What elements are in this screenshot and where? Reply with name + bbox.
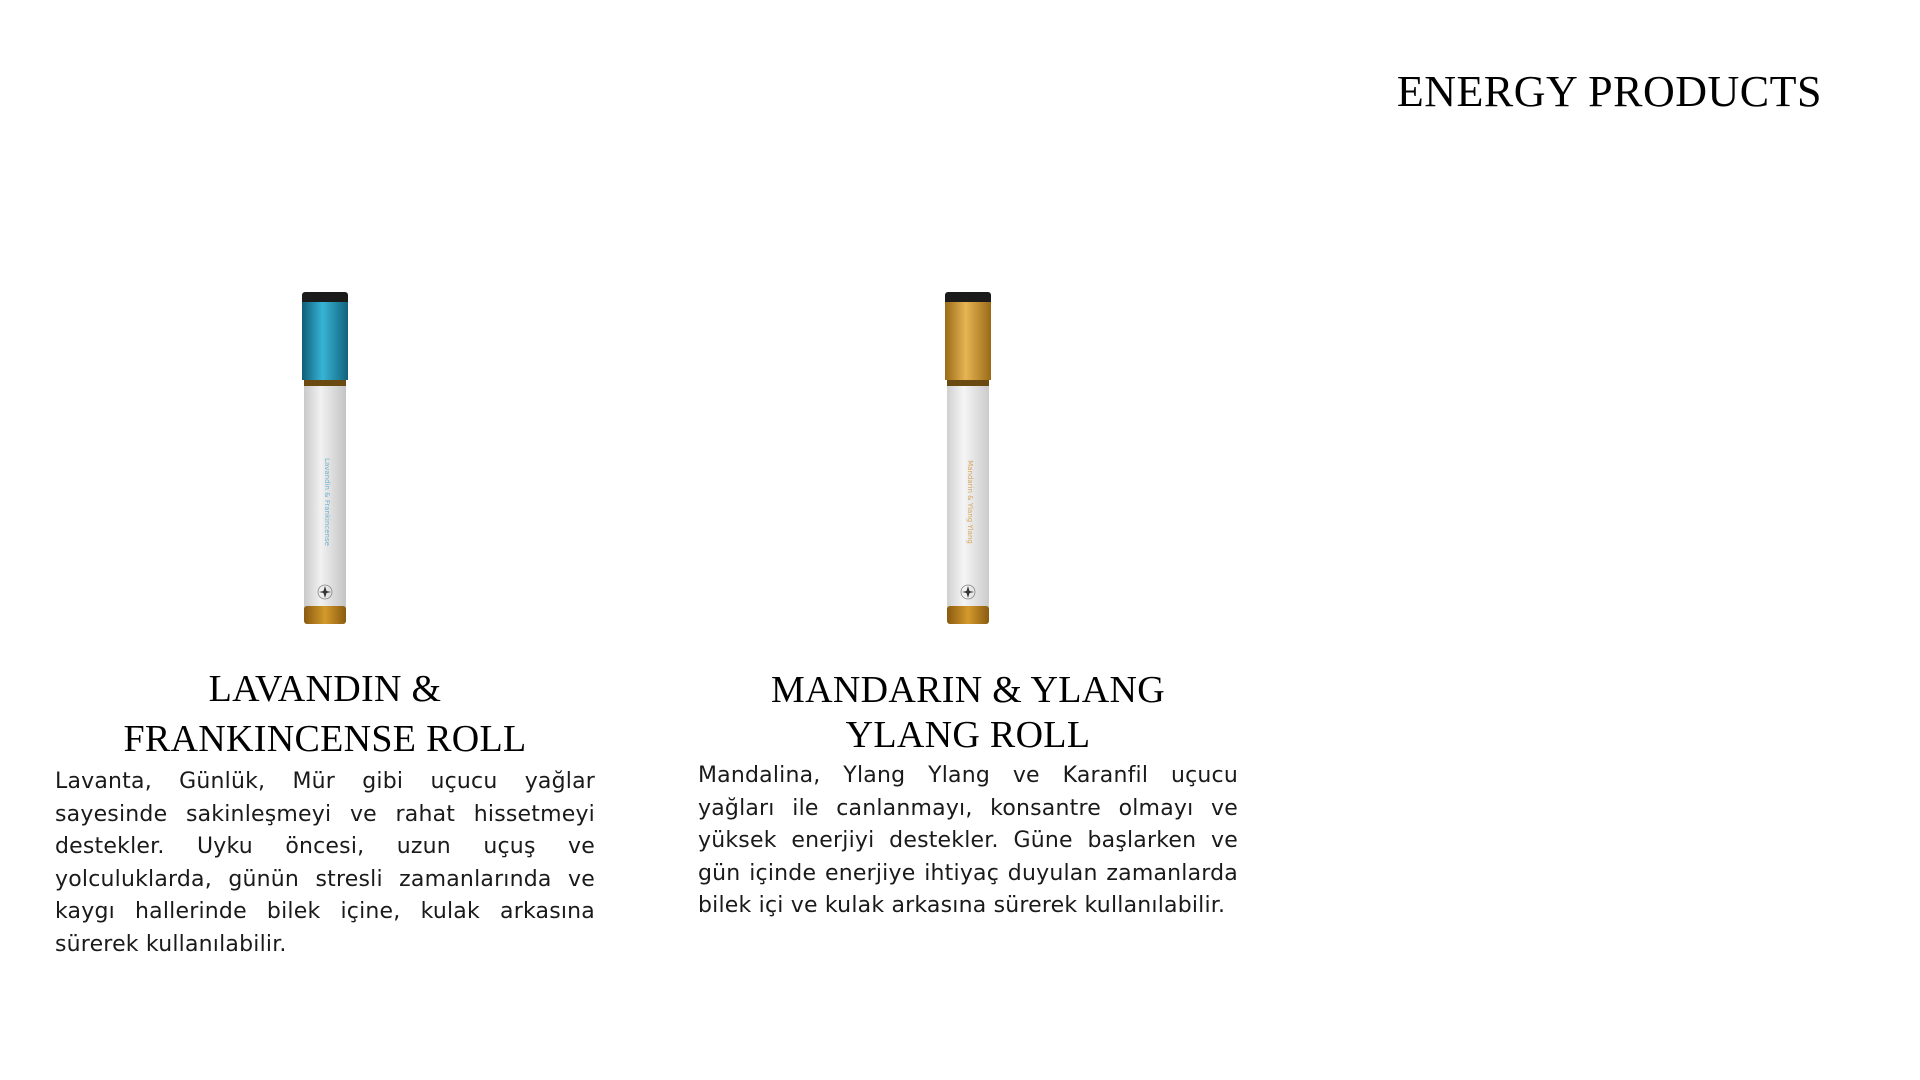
product-card-mandarin: [698, 288, 1238, 923]
page-title: ENERGY PRODUCTS: [1396, 67, 1822, 116]
product-description: Lavanta, Günlük, Mür gibi uçucu yağlar sayesinde sakinleşmeyi ve rahat hissetmeyi destekler. Uyku öncesi, uzun uçuş ve yolculuklarda, günün stresli zamanlarında ve kaygı hallerinde bilek içine, kulak arkasına sürerek kullanılabilir.: [55, 769, 595, 957]
product-image: [55, 288, 595, 630]
svg-text:Mandarin & Ylang Ylang: Mandarin & Ylang Ylang: [966, 460, 974, 544]
roll-on-bottle-icon: [943, 292, 993, 628]
svg-text:Lavandin & Frankincense: Lavandin & Frankincense: [323, 458, 331, 546]
product-card-lavandin: [55, 288, 595, 961]
product-name: LAVANDIN & FRANKINCENSE ROLL: [123, 668, 527, 760]
product-description: Mandalina, Ylang Ylang ve Karanfil uçucu yağları ile canlanmayı, konsantre olmayı ve yüksek enerjiyi destekler. Güne başlarken ve gün içinde enerjiye ihtiyaç duyulan zamanlarda bilek içi ve kulak arkasına sürerek kullanılabilir.: [698, 763, 1238, 918]
roll-on-bottle-icon: [300, 292, 350, 628]
product-name: MANDARIN & YLANG YLANG ROLL: [771, 669, 1165, 756]
product-image: [698, 288, 1238, 630]
